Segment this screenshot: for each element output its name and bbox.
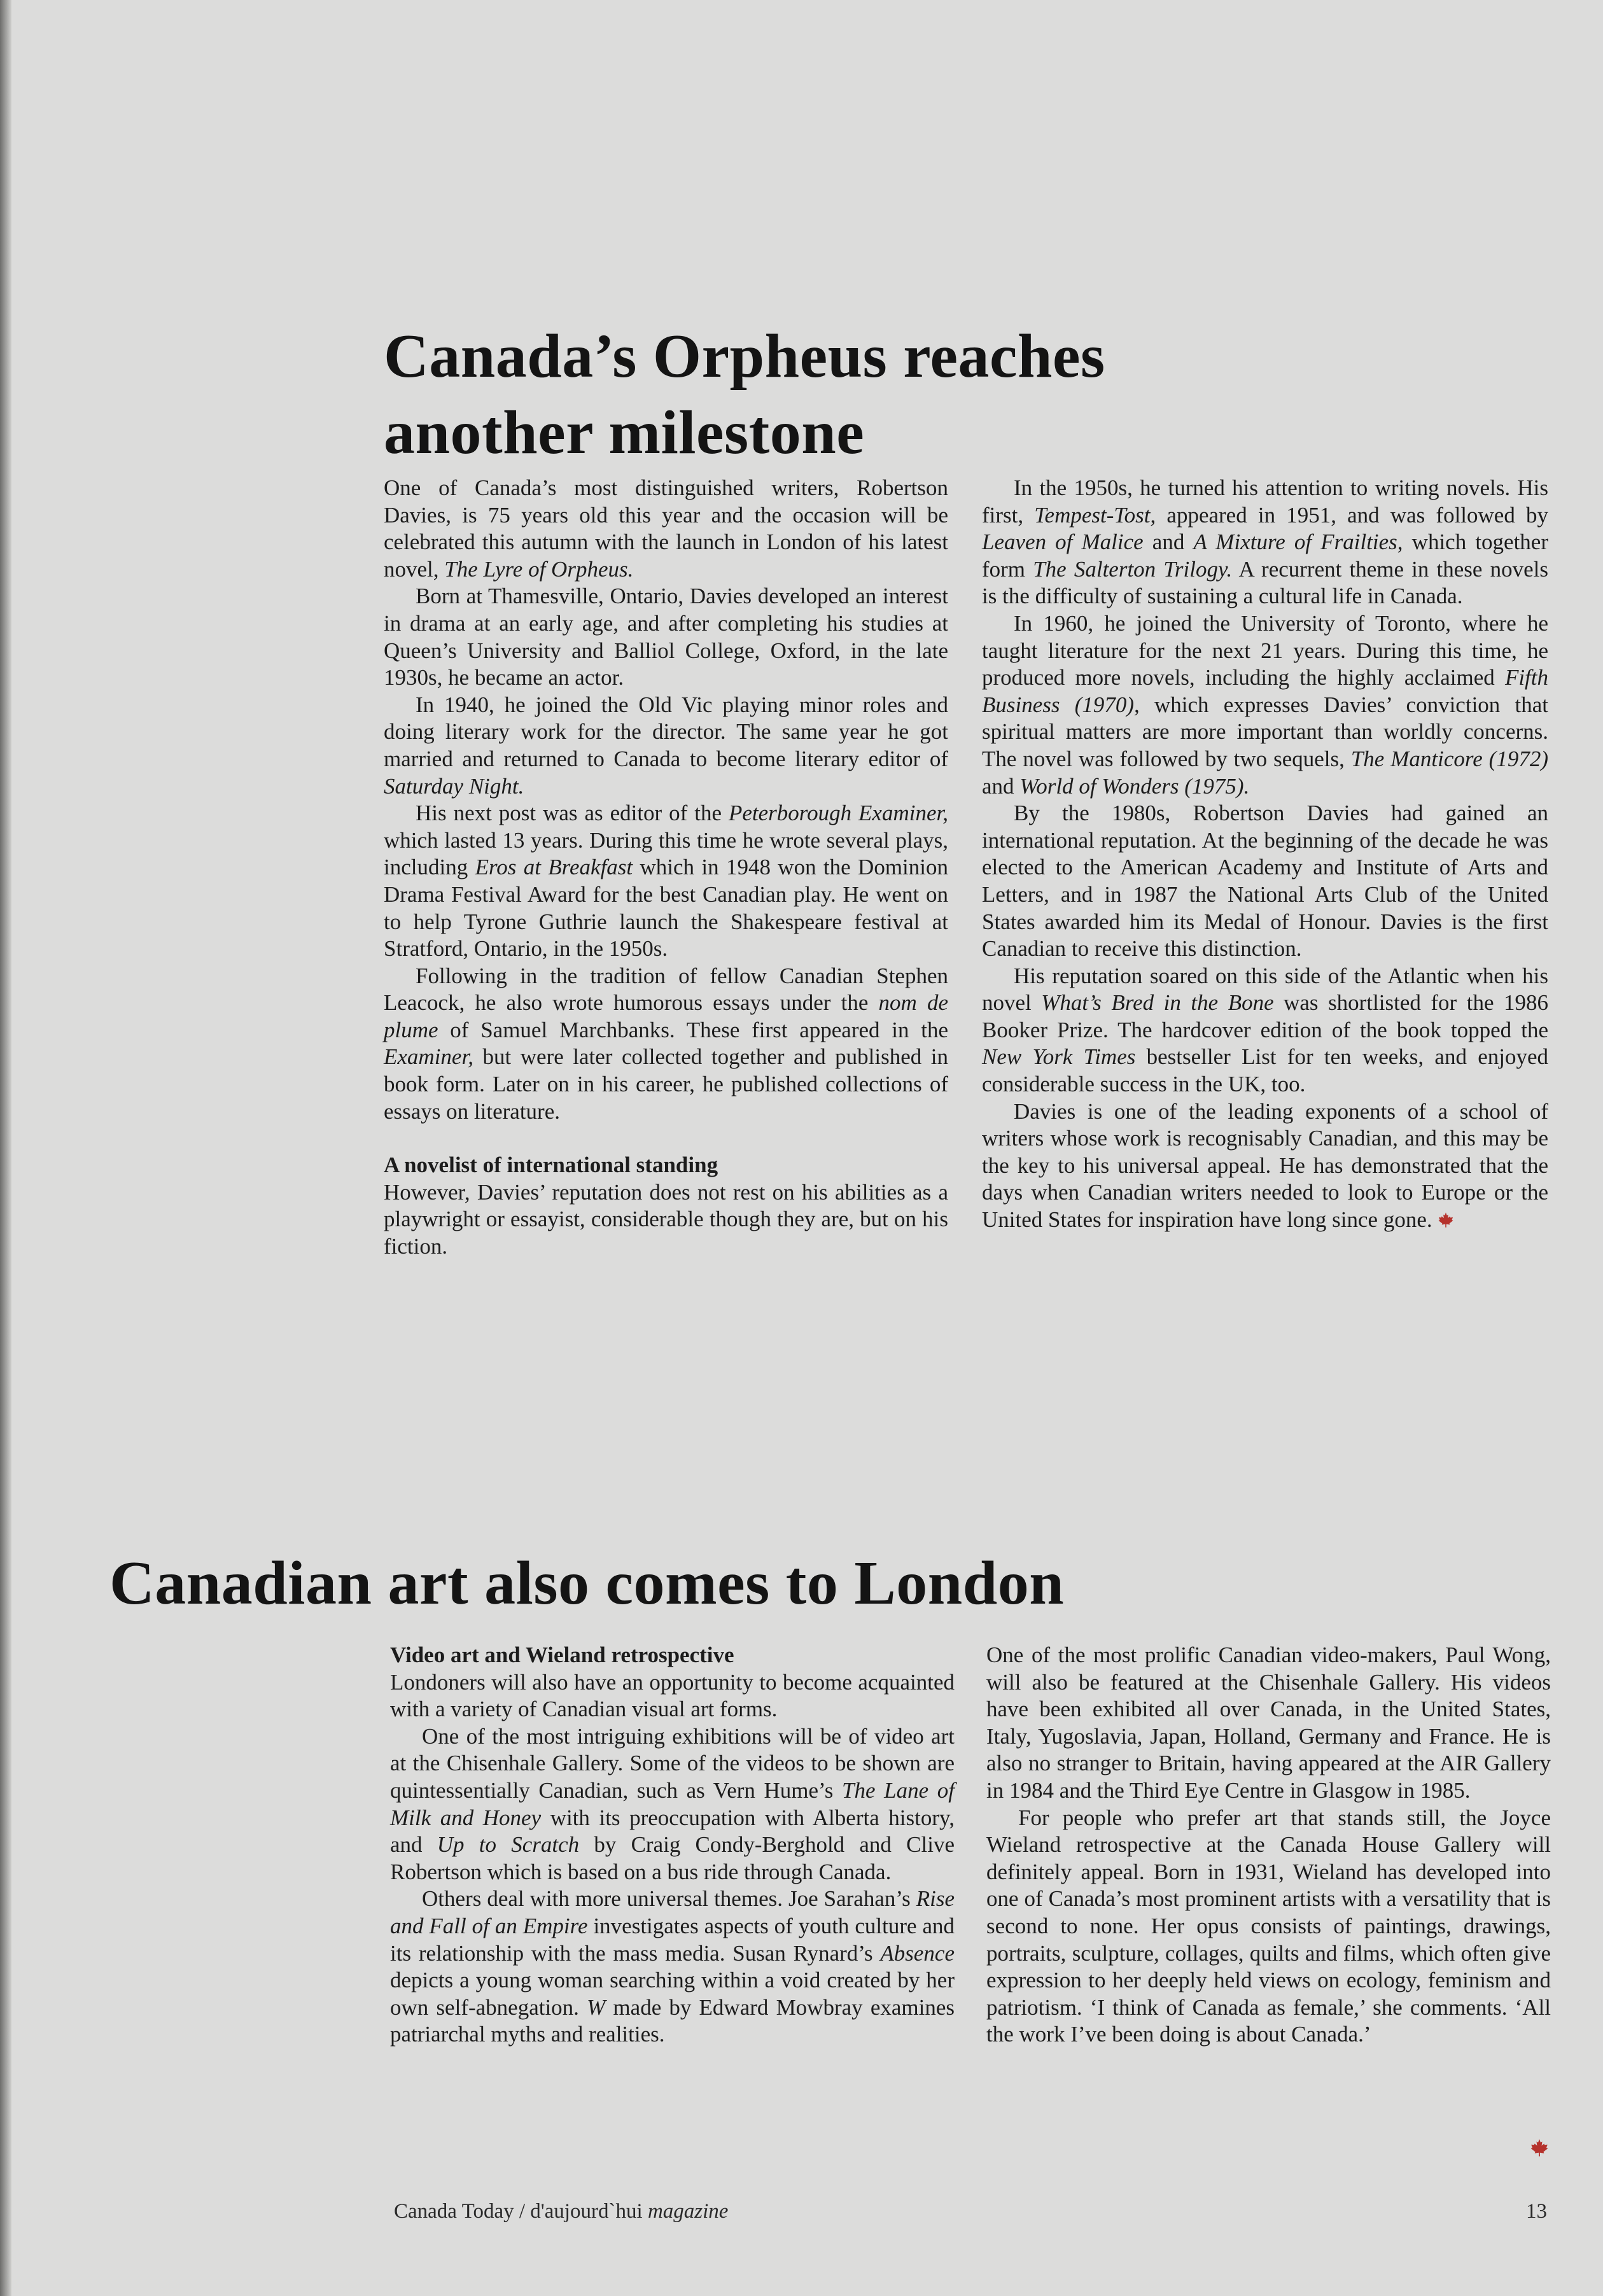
video-title: Absence <box>880 1940 955 1966</box>
text: One of the most intriguing exhibitions will be of video art at the Chisenhale Gallery. Some of the videos to be shown are quintessentially Canadian, such as Vern Hume’s <box>390 1723 955 1803</box>
text: Davies is one of the leading exponents of a school of writers whose work is recognisably Canadian, and this may be the key to his universal appeal. He has demonstrated that the days when Canadian writers needed to look to Europe or the United States for inspiration have long since gone. <box>982 1098 1548 1233</box>
text: with its preoccupation with Alberta history, and <box>390 1805 955 1858</box>
text: was shortlisted for the 1986 Booker Prize. The hardcover edition of the book topped the <box>982 990 1548 1042</box>
book-title: What’s Bred in the Bone <box>1041 990 1274 1016</box>
book-title: Tempest-Tost, <box>1034 502 1156 528</box>
text: depicts a young woman searching within a void created by her own self-abnegation. <box>390 1968 955 2020</box>
article2-headline: Canadian art also comes to London <box>109 1549 1065 1618</box>
paragraph <box>982 610 1548 800</box>
text: bestseller List for ten weeks, and enjoyed considerable success in the UK, too. <box>982 1044 1549 1097</box>
publication-name: Canada Today / d'aujourd`hui <box>394 2200 648 2223</box>
page-number: 13 <box>1526 2200 1547 2223</box>
paragraph: However, Davies’ reputation does not rest on his abilities as a playwright or essayist, considerable though they are, but on his fiction. <box>384 1179 948 1259</box>
article1-column-2 <box>982 475 1548 1234</box>
text: In the 1950s, he turned his attention to writing novels. His first, <box>982 475 1548 528</box>
article2-column-2 <box>986 1642 1551 2048</box>
publication-name-italic: magazine <box>647 2200 729 2223</box>
paragraph <box>390 1723 955 1886</box>
video-title: Up to Scratch <box>437 1832 580 1858</box>
emphasis: nom de plume <box>384 990 948 1042</box>
paragraph: Born at Thamesville, Ontario, Davies developed an interest in drama at an early age, and after completing his studies at Queen’s University and Balliol College, Oxford, in the late 1930s, he became an actor. <box>384 584 948 690</box>
paragraph <box>982 1098 1548 1234</box>
book-title: Leaven of Malice <box>982 529 1144 555</box>
text: by Craig Condy-Berghold and Clive Robertson which is based on a bus ride through Canada. <box>390 1832 955 1884</box>
paragraph: By the 1980s, Robertson Davies had gained an international reputation. At the beginning of the decade he was elected to the American Academy and Institute of Arts and Letters, and in 1987 the National Arts Club of the United States awarded him its Medal of Honour. Davies is the first Canadian to receive this distinction. <box>982 801 1548 962</box>
text: A recurrent theme in these novels is the difficulty of sustaining a cultural life in Canada. <box>982 556 1548 609</box>
paragraph <box>982 963 1548 1098</box>
article1-headline-line2: another milestone <box>384 398 865 467</box>
text: One of Canada’s most distinguished writers, Robertson Davies, is 75 years old this year and the occasion will be celebrated this autumn with the launch in London of his latest novel, <box>384 475 948 582</box>
text: In 1960, he joined the University of Toronto, where he taught literature for the next 21 years. During this time, he produced more novels, including the highly acclaimed <box>982 610 1548 690</box>
paragraph <box>982 475 1548 610</box>
text: and <box>982 773 1020 799</box>
paragraph <box>390 1886 955 2048</box>
text: appeared in 1951, and was followed by <box>1156 502 1548 528</box>
text: and <box>1143 529 1194 555</box>
article1-headline <box>384 318 1338 471</box>
paragraph: For people who prefer art that stands still, the Joyce Wieland retrospective at the Canada House Gallery will definitely appeal. Born in 1931, Wieland has developed into one of Canada’s most prominent artists with a versatility that is second to none. Her opus consists of paintings, drawings, portraits, sculpture, collages, quilts and films, which often give expression to her deeply held views on ecology, feminism and patriotism. ‘I think of Canada as female,’ she comments. ‘All the work I’ve been doing is about Canada.’ <box>986 1805 1551 2047</box>
paragraph <box>384 692 948 800</box>
book-title: World of Wonders (1975). <box>1019 773 1250 799</box>
paragraph: Londoners will also have an opportunity to become acquainted with a variety of Canadian visual art forms. <box>390 1669 955 1722</box>
text: In 1940, he joined the Old Vic playing minor roles and doing literary work for the director. The same year he got married and returned to Canada to become literary editor of <box>384 692 948 771</box>
text: investigates aspects of youth culture and its relationship with the mass media. Susan Rynard’s <box>390 1913 955 1966</box>
text: His next post was as editor of the <box>416 801 729 826</box>
section-subheading: Video art and Wieland retrospective <box>390 1642 734 1667</box>
section-subheading: A novelist of international standing <box>384 1152 718 1178</box>
book-title: A Mixture of Frailties, <box>1193 529 1403 555</box>
text: which expresses Davies’ conviction that spiritual matters are more important than worldly concerns. The novel was followed by two sequels, <box>982 692 1548 771</box>
maple-leaf-icon <box>1530 2138 1549 2157</box>
video-title: Rise and Fall of an Empire <box>390 1886 955 1938</box>
book-title: Fifth Business (1970), <box>982 665 1548 717</box>
article2-column-1 <box>390 1642 955 2048</box>
paragraph: One of the most prolific Canadian video-makers, Paul Wong, will also be featured at the Chisenhale Gallery. His videos have been exhibited all over Canada, in the United States, Italy, Yugoslavia, Japan, Holland, Germany and France. He is also no stranger to Britain, having appeared at the AIR Gallery in 1984 and the Third Eye Centre in Glasgow in 1985. <box>986 1642 1551 1803</box>
video-title: W <box>587 1994 606 2020</box>
paragraph <box>384 475 948 583</box>
maple-leaf-icon <box>1438 1212 1454 1228</box>
book-title: The Salterton Trilogy. <box>1033 556 1233 582</box>
text: which lasted 13 years. During this time he wrote several plays, including <box>384 827 948 880</box>
paragraph <box>384 800 948 963</box>
text: made by Edward Mowbray examines patriarchal myths and realities. <box>390 1994 955 2047</box>
article1-column-1 <box>384 475 948 1261</box>
publication-title: Examiner, <box>384 1044 473 1070</box>
text: Others deal with more universal themes. Joe Sarahan’s <box>422 1886 916 1912</box>
article1-headline-line1: Canada’s Orpheus reaches <box>384 322 1105 391</box>
play-title: Eros at Breakfast <box>475 855 633 880</box>
video-title: The Lane of Milk and Honey <box>390 1777 955 1830</box>
text: Following in the tradition of fellow Canadian Stephen Leacock, he also wrote humorous essays under the <box>384 963 948 1016</box>
footer-publication <box>394 2199 728 2224</box>
text: which together form <box>982 529 1548 582</box>
text: His reputation soared on this side of the Atlantic when his novel <box>982 963 1548 1016</box>
paragraph <box>384 963 948 1126</box>
publication-title: New York Times <box>982 1044 1136 1070</box>
text: of Samuel Marchbanks. These first appeared in the <box>438 1017 948 1042</box>
publication-title: Peterborough Examiner, <box>728 801 948 826</box>
text: but were later collected together and published in book form. Later on in his career, he published collections of essays on literature. <box>384 1044 948 1124</box>
book-title: The Lyre of Orpheus. <box>444 556 634 582</box>
text: which in 1948 won the Dominion Drama Festival Award for the best Canadian play. He went on to help Tyrone Guthrie launch the Shakespeare festival at Stratford, Ontario, in the 1950s. <box>384 855 948 962</box>
book-title: The Manticore (1972) <box>1350 746 1548 771</box>
publication-title: Saturday Night. <box>384 773 524 799</box>
page-binding-shadow <box>0 0 11 2296</box>
